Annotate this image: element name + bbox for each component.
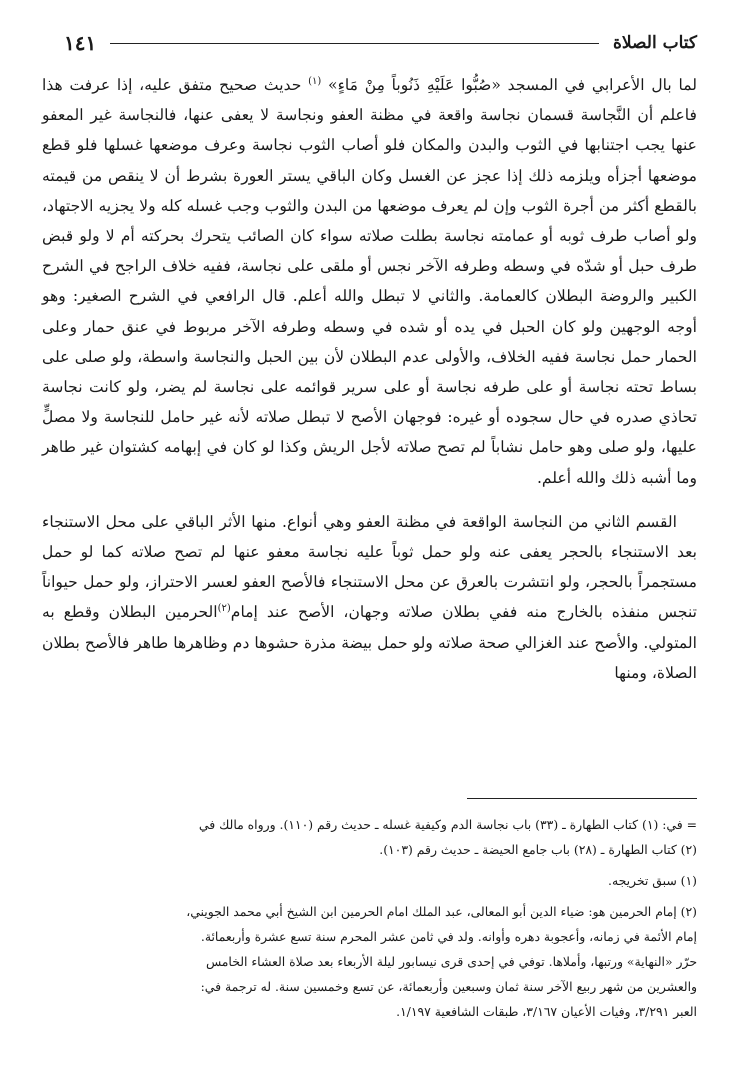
- paragraph-2: [42, 507, 697, 688]
- quote-close: »: [321, 76, 338, 94]
- paragraph-1-opening: لما بال الأعرابي في المسجد «: [491, 76, 698, 94]
- book-title: كتاب الصلاة: [612, 33, 697, 53]
- paragraph-2-body: الحرمين البطلان وقطع به المتولي. والأصح عند الغزالي صحة صلاته ولو حمل بيضة مذرة حشوها دم وظاهرها طاهر فالأصح بطلان الصلاة، ومنها: [42, 603, 697, 682]
- page-number: ١٤١: [64, 31, 97, 55]
- hadith-quote: صُبُّوا عَلَيْهِ ذَنُوباً مِنْ مَاءٍ: [337, 76, 492, 94]
- main-text: [42, 70, 697, 688]
- footnote-marker-1: (١): [308, 75, 322, 87]
- paragraph-1-body: حديث صحيح متفق عليه، إذا عرفت هذا فاعلم أن النَّجاسة قسمان نجاسة واقعة في مظنة العفو ونجاسة لا يعفى عنها، فالنجاسة غير المعفو عنها يجب اجتنابها في الثوب والبدن والمكان فلو أصاب الثوب نجاسة وعرف موضعها غسلها فلو قطع موضعها أجزأه ويلزمه ذلك إذا عجز عن الغسل وكان الباقي يستر العورة بشرط أن لا ينقص من قيمته بالقطع أكثر من أجرة الثوب وإن لم يعرف موضعها من البدن والثوب وجب غسله كله ولا يجزيه الاجتهاد، ولو أصاب طرف ثوبه أو عمامته نجاسة بطلت صلاته سواء كان الصائب يتحرك بحركته أم لا ولو قبض طرف حبل أو شدّه في وسطه وطرفه الآخر نجس أو ملقى على نجاسة، ففيه خلاف الراجح في الشرح الكبير والروضة البطلان كالعمامة. والثاني لا تبطل والله أعلم. قال الرافعي في الشرح الصغير: وهو أوجه الوجهين ولو كان الحبل في يده أو شده في وسطه وطرفه الآخر مربوط في عنق حمار وعلى الحمار حمل نجاسة ففيه الخلاف، والأولى عدم البطلان لأن بين الحبل والنجاسة واسطة، ولو صلى على بساط تحته نجاسة أو على طرفه نجاسة أو على سرير قوائمه على نجاسة لم يضر، ولو كانت نجاسة تحاذي صدره في حال سجوده أو غيره: فوجهان الأصح لا تبطل صلاته لأنه غير حامل للنجاسة ولا مصلٍّ عليها، ولو صلى وهو حامل نشاباً لم تصح صلاته لأجل الريش وكذا لو كان في إبهامه كشتوان غير طاهر وما أشبه ذلك والله أعلم.: [42, 76, 697, 487]
- footnote-continuation-line-2: (٢) كتاب الطهارة ـ (٢٨) باب جامع الحيضة ـ حديث رقم (١٠٣).: [379, 842, 697, 857]
- footnote-2-line-1: (٢) إمام الحرمين هو: ضياء الدين أبو المعالى، عبد الملك امام الحرمين ابن الشيخ أبي محمد الجويني،: [186, 904, 697, 919]
- footnote-marker-2: (٢): [217, 603, 231, 615]
- footnote-2-line-4: والعشرين من شهر ربيع الآخر سنة ثمان وسبعين وأربعمائة، عن تسع وخمسين سنة. له ترجمة في:: [200, 979, 697, 994]
- footnote-2-line-3: حرّر «النهاية» ورتبها، وأملاها. توفي في إحدى قرى نيسابور ليلة الأربعاء بعد صلاة العشاء الخامس: [205, 954, 697, 969]
- footnotes: [56, 812, 697, 1024]
- paragraph-2-opening: القسم الثاني من النجاسة الواقعة في مظنة العفو وهي أنواع. منها الأثر الباقي على محل الاستنجاء بعد الاستنجاء بالحجر يعفى عنه ولو حمل ثوباً عليه نجاسة معفو عنها لم تصح صلاته كما لو حمل مستجمراً بالحجر، ولو انتشرت بالعرق عن محل الاستنجاء فالأصح العفو لعسر الاحتراز، ولو حمل حيواناً تنجس منفذه بالخارج منه ففي بطلان صلاته وجهان، الأصح عند إمام: [42, 512, 697, 622]
- paragraph-1: [42, 70, 697, 493]
- header-rule: [110, 43, 599, 44]
- footnote-2-line-2: إمام الأئمة في زمانه، وأعجوبة دهره وأوانه. ولد في ثامن عشر المحرم سنة تسع عشرة وأربعمائة.: [200, 929, 697, 944]
- footnote-continuation-line-1: = في: (١) كتاب الطهارة ـ (٣٣) باب نجاسة الدم وكيفية غسله ـ حديث رقم (١١٠). ورواه مالك في: [198, 817, 697, 832]
- footnote-2-line-5: العبر ٣/٢٩١، وفيات الأعيان ٣/١٦٧، طبقات الشافعية ١/١٩٧.: [396, 1004, 697, 1019]
- footnote-separator: [467, 798, 697, 799]
- running-header: [64, 30, 697, 56]
- footnote-1: (١) سبق تخريجه.: [608, 873, 697, 888]
